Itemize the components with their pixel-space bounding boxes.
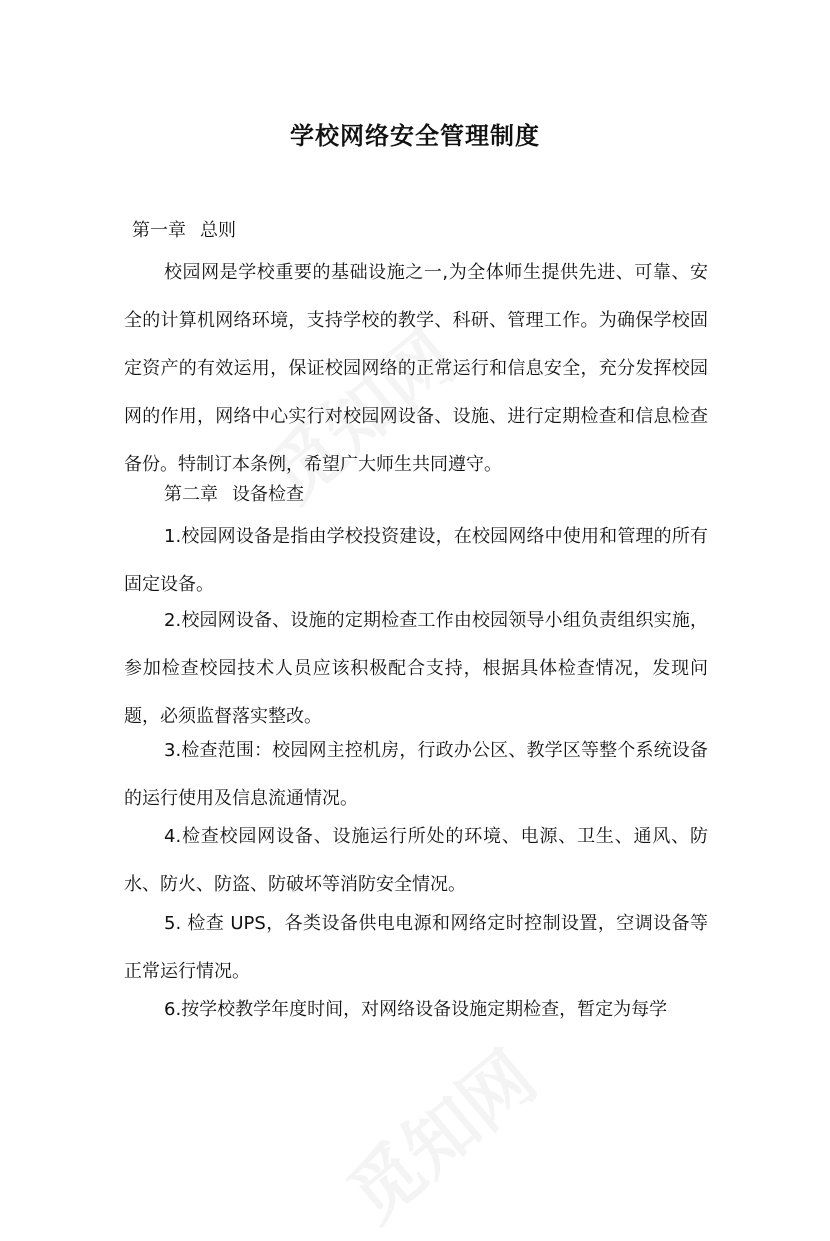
- list-item: 6.按学校教学年度时间，对网络设备设施定期检查，暂定为每学: [164, 999, 668, 1020]
- chapter-number: 第二章: [164, 484, 218, 505]
- chapter-number: 第一章: [132, 220, 186, 241]
- chapter-title: 总则: [200, 220, 236, 241]
- list-item: 3.检查范围：校园网主控机房，行政办公区、教学区等整个系统设备的运行使用及信息流通情况。: [124, 740, 708, 809]
- chapter-title: 设备检查: [232, 484, 304, 505]
- list-item: 1.校园网设备是指由学校投资建设，在校园网络中使用和管理的所有固定设备。: [124, 526, 708, 595]
- chapter-heading: [164, 483, 304, 507]
- document-title: 学校网络安全管理制度: [290, 122, 540, 150]
- watermark: [322, 1023, 554, 1241]
- list-item: 4.检查校园网设备、设施运行所处的环境、电源、卫生、通风、防水、防火、防盗、防破坏等消防安全情况。: [124, 826, 708, 895]
- list-item: 2.校园网设备、设施的定期检查工作由校园领导小组负责组织实施，参加检查校园技术人员应该积极配合支持，根据具体检查情况，发现问题，必须监督落实整改。: [124, 610, 708, 727]
- chapter-heading: [132, 219, 236, 243]
- paragraph: 校园网是学校重要的基础设施之一,为全体师生提供先进、可靠、安全的计算机网络环境，支持学校的教学、科研、管理工作。为确保学校固定资产的有效运用，保证校园网络的正常运行和信息安全，充分发挥校园网的作用，网络中心实行对校园网设备、设施、进行定期检查和信息检查备份。特制订本条例，希望广大师生共同遵守。: [124, 262, 708, 475]
- list-item: 5. 检查 UPS，各类设备供电电源和网络定时控制设置，空调设备等正常运行情况。: [124, 913, 708, 982]
